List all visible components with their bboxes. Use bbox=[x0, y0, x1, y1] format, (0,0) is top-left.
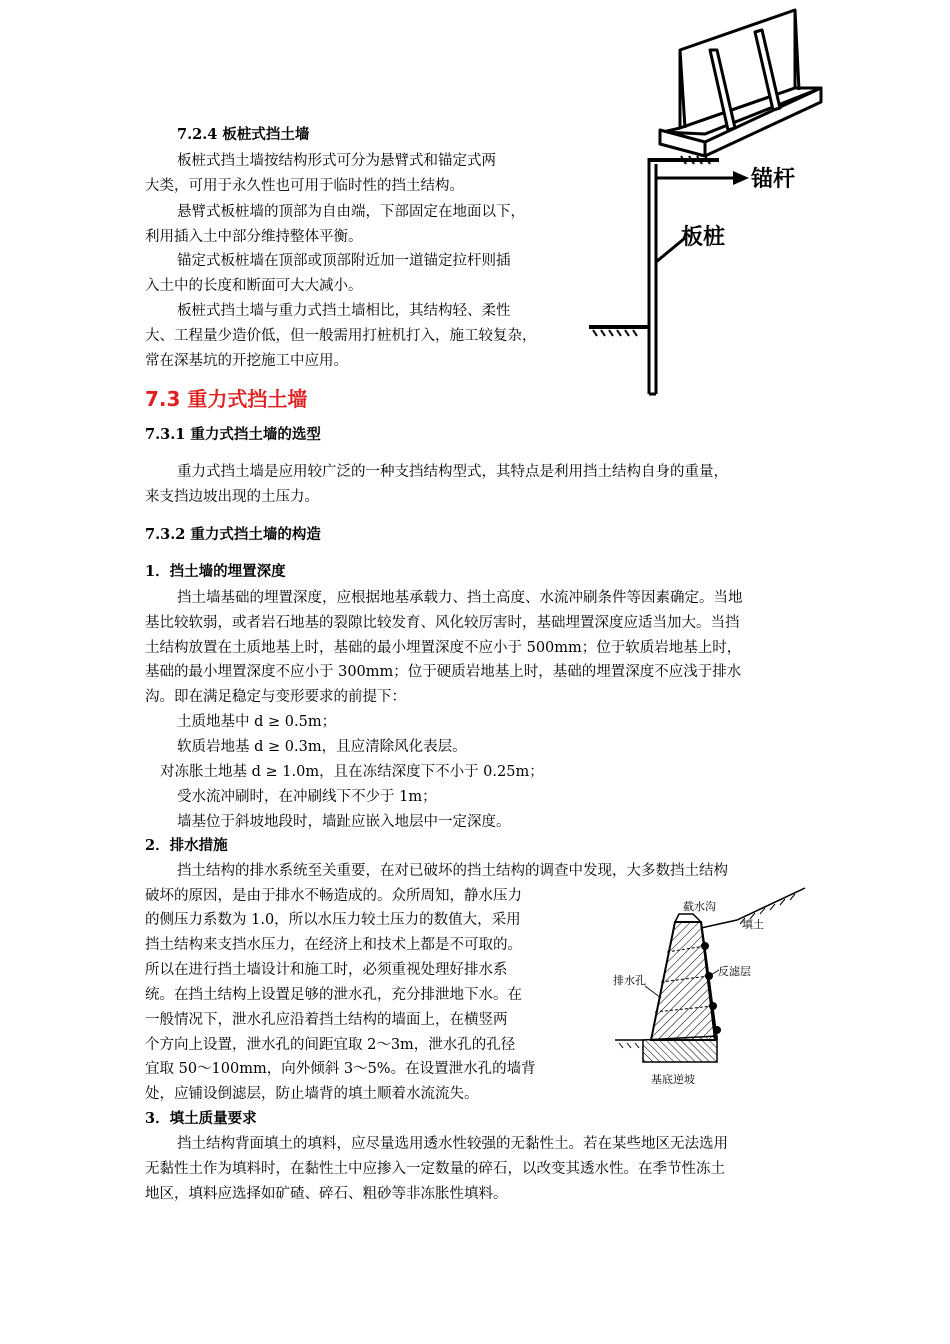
paragraph-line: 所以在进行挡土墙设计和施工时，必须重视处理好排水系 bbox=[145, 962, 508, 978]
paragraph-line: 基比较软弱，或者岩石地基的裂隙比较发育、风化较厉害时，基础埋置深度应适当加大。当挡 bbox=[145, 615, 740, 631]
drain-hole-label: 排水孔 bbox=[613, 974, 646, 987]
paragraph-line: 重力式挡土墙是应用较广泛的一种支挡结构型式，其特点是利用挡土结构自身的重量， bbox=[177, 464, 728, 480]
section-heading-7-3-1: 7.3.1 重力式挡土墙的选型 bbox=[145, 426, 321, 443]
base-slope-label: 基底逆坡 bbox=[651, 1073, 695, 1086]
paragraph-line: 锚定式板桩墙在顶部或顶部附近加一道锚定拉杆则插 bbox=[177, 253, 511, 269]
anchor-label: 锚杆 bbox=[751, 167, 796, 192]
paragraph-line: 基础的最小埋置深度不应小于 300mm；位于硬质岩地基上时，基础的埋置深度不应浅于排水 bbox=[145, 664, 742, 680]
ditch-label: 截水沟 bbox=[683, 900, 716, 913]
sheet-pile-diagram bbox=[585, 0, 835, 400]
paragraph-line: 统。在挡土结构上设置足够的泄水孔，充分排泄地下水。在 bbox=[145, 987, 522, 1003]
item-heading-drainage: 2．排水措施 bbox=[145, 837, 228, 854]
paragraph-line: 沟。即在满足稳定与变形要求的前提下： bbox=[145, 689, 406, 705]
paragraph-line: 地区，填料应选择如矿碴、碎石、粗砂等非冻胀性填料。 bbox=[145, 1186, 508, 1202]
section-heading-7-3: 7.3 重力式挡土墙 bbox=[145, 387, 308, 411]
paragraph-line: 挡土结构背面填土的填料，应尽量选用透水性较强的无黏性土。若在某些地区无法选用 bbox=[177, 1136, 728, 1152]
sheet-pile-label: 板桩 bbox=[681, 225, 726, 250]
section-heading-7-2-4: 7.2.4 板桩式挡土墙 bbox=[177, 126, 310, 143]
list-item: 软质岩地基 d ≥ 0.3m，且应清除风化表层。 bbox=[177, 739, 467, 755]
paragraph-line: 板桩式挡土墙与重力式挡土墙相比，其结构轻、柔性 bbox=[177, 303, 511, 319]
paragraph-line: 大类，可用于永久性也可用于临时性的挡土结构。 bbox=[145, 178, 464, 194]
paragraph-line: 的侧压力系数为 1.0，所以水压力较土压力的数值大，采用 bbox=[145, 912, 521, 928]
paragraph-line: 利用插入土中部分维持整体平衡。 bbox=[145, 229, 363, 245]
paragraph-line: 入土中的长度和断面可大大减小。 bbox=[145, 278, 363, 294]
list-item: 受水流冲刷时，在冲刷线下不少于 1m； bbox=[177, 789, 437, 805]
paragraph-line: 大、工程量少造价低，但一般需用打桩机打入，施工较复杂， bbox=[145, 328, 537, 344]
paragraph-line: 土结构放置在土质地基上时，基础的最小埋置深度不应小于 500mm；位于软质岩地基上时， bbox=[145, 640, 742, 656]
paragraph-line: 无黏性土作为填料时，在黏性土中应掺入一定数量的碎石，以改变其透水性。在季节性冻土 bbox=[145, 1161, 725, 1177]
paragraph-line: 破坏的原因，是由于排水不畅造成的。众所周知，静水压力 bbox=[145, 888, 522, 904]
paragraph-line: 挡土结构的排水系统至关重要，在对已破坏的挡土结构的调查中发现，大多数挡土结构 bbox=[177, 863, 728, 879]
paragraph-line: 来支挡边坡出现的土压力。 bbox=[145, 489, 319, 505]
fill-label: 填土 bbox=[742, 918, 764, 931]
list-item: 墙基位于斜坡地段时，墙趾应嵌入地层中一定深度。 bbox=[177, 814, 511, 830]
paragraph-line: 挡土结构来支挡水压力，在经济上和技术上都是不可取的。 bbox=[145, 937, 522, 953]
list-item: 对冻胀土地基 d ≥ 1.0m，且在冻结深度下不小于 0.25m； bbox=[160, 764, 544, 780]
paragraph-line: 悬臂式板桩墙的顶部为自由端，下部固定在地面以下， bbox=[177, 204, 525, 220]
item-heading-embedment-depth: 1．挡土墙的埋置深度 bbox=[145, 563, 286, 580]
paragraph-line: 宜取 50～100mm，向外倾斜 3～5%。在设置泄水孔的墙背 bbox=[145, 1061, 536, 1077]
paragraph-line: 板桩式挡土墙按结构形式可分为悬臂式和锚定式两 bbox=[177, 153, 496, 169]
paragraph-line: 个方向上设置，泄水孔的间距宜取 2～3m，泄水孔的孔径 bbox=[145, 1037, 516, 1053]
list-item: 土质地基中 d ≥ 0.5m； bbox=[177, 714, 337, 730]
gravity-wall-drainage-diagram bbox=[605, 880, 820, 1095]
paragraph-line: 挡土墙基础的埋置深度，应根据地基承载力、挡土高度、水流冲刷条件等因素确定。当地 bbox=[177, 590, 743, 606]
paragraph-line: 常在深基坑的开挖施工中应用。 bbox=[145, 353, 348, 369]
paragraph-line: 处，应铺设倒滤层，防止墙背的填土顺着水流流失。 bbox=[145, 1086, 479, 1102]
item-heading-backfill: 3．填土质量要求 bbox=[145, 1110, 257, 1127]
section-heading-7-3-2: 7.3.2 重力式挡土墙的构造 bbox=[145, 526, 321, 543]
filter-layer-label: 反滤层 bbox=[718, 965, 751, 978]
paragraph-line: 一般情况下，泄水孔应沿着挡土结构的墙面上，在横竖两 bbox=[145, 1012, 508, 1028]
